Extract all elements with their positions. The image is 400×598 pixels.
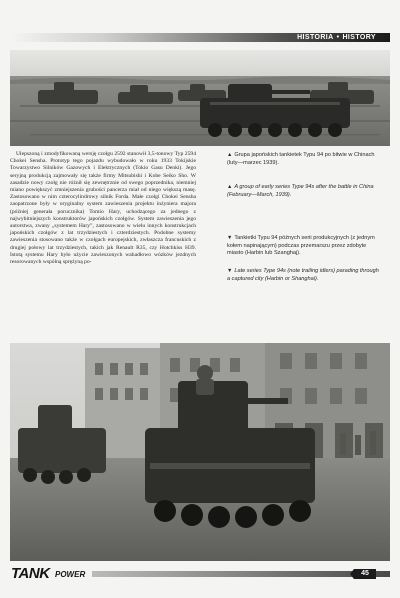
photo-tankettes-city [10,343,390,561]
caption-up-triangle-icon: ▲ [227,184,233,190]
page-number: 45 [354,569,376,579]
caption-down-triangle-icon: ▼ [227,268,233,274]
photo-tankettes-field [10,50,390,146]
article-body-paragraph: Ulepszoną i zmodyfikowaną wersję czołgu 2592 stanowił 3,5-tonowy Typ 2594 Chokei Sensha. Prototyp tego pojazdu wybudowało w roku 1933 Tokijskie Towarzystwo Silników Gazowych i Elektrycznych (Tokio Gasu Denki). Jego seryjną produkcją zajmowały się także firmy Mitsubishi i Kobe Seiko Sho. W zasadzie nowy czołg nie różnił się zewnętrznie od swego poprzednika, niemniej miano powiększyć zmniejszenia grubości pancerza miał od niego większą masę. Zastosowano w nim czterocylindrowy silnik Forda. Małe czołgi Chokei Sensha zaopatrzone były w oryginalny system zawieszenia projektu inżyniera majora (później generała porucznika) Tomio Hary, uchodzącego za jednego z najwybitniejszych konstruktorów japońskich czołgów. System zawieszenia jego autorstwa, zwany „systemem Hary”, zastosowano w wielu innych konstrukcjach japońskich czołgów z lat trzydziestych i czterdziestych. Podobne systemy zawieszenia stosowano także w czołgach europejskich, zwłaszcza francuskich z drugiej połowy lat trzydziestych, takich jak Renault R35, czy Hotchkiss H39. Istotą systemu Hary było użycie zawieszonych wahadłowo wózków jezdnych resorowanych wspólną sprężyną po- [10,151,196,266]
section-separator: • [336,34,340,41]
caption-up-triangle-icon: ▲ [227,152,233,158]
section-label-en: HISTORY [342,34,376,41]
caption-top-en [227,184,381,199]
caption-top-en-text: A group of early series Type 94s after the battle in China (February—March, 1939). [227,184,374,198]
logo-tank-text: TANK [11,565,50,581]
caption-bottom-pl [227,235,381,258]
tank-power-logo [10,563,92,581]
caption-top-pl-text: Grupa japońskich tankietek Typu 94 po bitwie w Chinach (luty—marzec 1939). [227,152,375,166]
caption-bottom-en [227,268,381,283]
section-label-pl: HISTORIA [297,34,334,41]
logo-power-text: POWER [55,570,86,579]
section-header-bar [10,33,390,42]
caption-bottom-en-text: Late series Type 94s (note trailing idlers) parading through a captured city (Harbin or Shanghai). [227,268,379,282]
section-label [297,33,376,42]
caption-bottom-pl-text: Tankietki Typu 94 późnych serii produkcyjnych (z jednym kołem napinającym) podczas przemarszu przez zdobyte miasto (Harbin lub Szanghaj). [227,235,375,257]
caption-down-triangle-icon: ▼ [227,235,233,241]
caption-top-pl [227,152,381,167]
